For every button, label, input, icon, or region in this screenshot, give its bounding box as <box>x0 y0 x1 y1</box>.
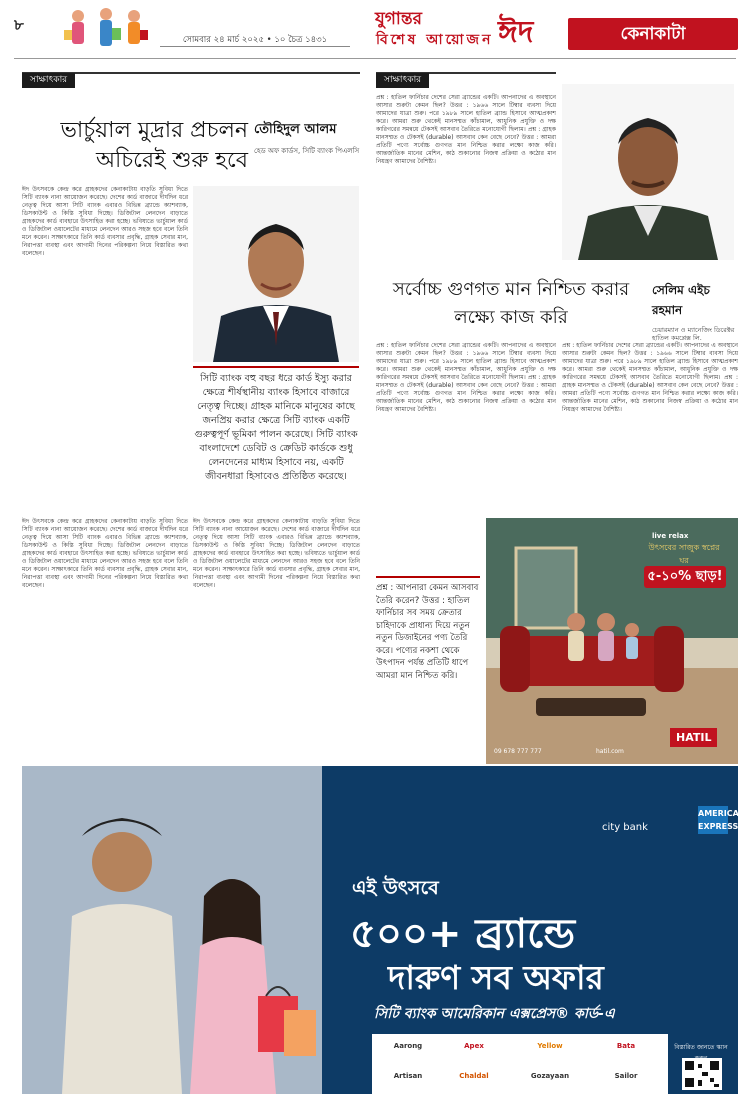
left-pull-quote: সিটি ব্যাংক বহু বছর ধরে কার্ড ইস্যু করার ক্ষেত্রে শীর্ষস্থানীয় ব্যাংক হিসাবে বাজারে নেতৃত্ব দিচ্ছে। গ্রাহক মানিকে মানুষের কাছে জনপ্রিয় করার ক্ষেত্রে সিটি ব্যাংক একটি গুরুত্বপূর্ণ ভূমিকা পালন করেছে। সিটি ব্যাংক বাংলাদেশে ডেবিট ও ক্রেডিট কার্ডকে শুধু লেনদেনের মাধ্যম হিসাবে নয়, একটি জীবনধারা হিসাবেও প্রতিষ্ঠিত করেছে। <box>193 366 359 514</box>
left-byline <box>254 120 362 157</box>
newspaper-logo: যুগান্তর <box>375 9 422 29</box>
citybank-tagline: এই উৎসবে <box>352 877 439 899</box>
right-body-column1: প্রশ্ন : হাতিল ফার্নিচার দেশের সেরা ব্র্যান্ডের একটি। আপনাদের এ অবস্থানে আসার শুরুটা কেমন ছিল? উত্তর : ১৯৬৬ সালে টিম্বার ব্যবসা দিয়ে আমাদের যাত্রা শুরু। পরে ১৯৮৯ সালে হাতিল ব্র্যান্ড হিসাবে আত্মপ্রকাশ করে। আমরা শুরু থেকেই মানসম্মত কাঁচামাল, আধুনিক প্রযুক্তি ও দক্ষ কারিগরের সমন্বয়ে টেকসই আসবাব তৈরিতে মনোযোগী ছিলাম। প্রশ্ন : গ্রাহক মানসম্মত ও টেকসই (durable) আসবাব কেন বেছে নেবে? উত্তর : আমরা প্রতিটি পণ্যে সর্বোচ্চ গুণগত মান নিশ্চিত করার লক্ষ্যে কাজ করি। আন্তর্জাতিক মানের মেশিন, কাঠ শুকানোর নিজস্ব প্রক্রিয়া ও কঠোর মান নিয়ন্ত্রণ আমাদের বৈশিষ্ট্য। <box>376 342 556 413</box>
left-headline: ভার্চুয়াল মুদ্রার প্রচলন অচিরেই শুরু হবে <box>60 118 248 173</box>
eid-title: ঈদ <box>498 15 534 50</box>
citybank-headline-1: ৫০০+ ব্র্যান্ডে <box>350 911 576 957</box>
right-section-label <box>376 72 556 88</box>
right-body-column2: প্রশ্ন : হাতিল ফার্নিচার দেশের সেরা ব্র্যান্ডের একটি। আপনাদের এ অবস্থানে আসার শুরুটা কেমন ছিল? উত্তর : ১৯৬৬ সালে টিম্বার ব্যবসা দিয়ে আমাদের যাত্রা শুরু। পরে ১৯৮৯ সালে হাতিল ব্র্যান্ড হিসাবে আত্মপ্রকাশ করে। আমরা শুরু থেকেই মানসম্মত কাঁচামাল, আধুনিক প্রযুক্তি ও দক্ষ কারিগরের সমন্বয়ে টেকসই আসবাব তৈরিতে মনোযোগী ছিলাম। প্রশ্ন : গ্রাহক মানসম্মত ও টেকসই (durable) আসবাব কেন বেছে নেবে? উত্তর : আমরা প্রতিটি পণ্যে সর্বোচ্চ গুণগত মান নিশ্চিত করার লক্ষ্যে কাজ করি। আন্তর্জাতিক মানের মেশিন, কাঠ শুকানোর নিজস্ব প্রক্রিয়া ও কঠোর মান নিয়ন্ত্রণ আমাদের বৈশিষ্ট্য। <box>562 342 738 413</box>
right-byline <box>652 282 742 342</box>
brand-logo: Bata <box>616 1042 636 1050</box>
partner-brands-strip <box>372 1034 668 1094</box>
left-author-name: তৌহিদুল আলম <box>254 122 337 137</box>
left-body-column1: ঈদ উৎসবকে কেন্দ্র করে গ্রাহকদের কেনাকাটায় বাড়তি সুবিধা দিতে সিটি ব্যাংক নানা আয়োজন করেছে। দেশের কার্ড বাজারে দীর্ঘদিন ধরে নেতৃত্ব দিয়ে আসা সিটি ব্যাংক এবারও বিভিন্ন ব্র্যান্ডে ক্যাশব্যাক, ডিসকাউন্ট ও কিস্তি সুবিধা দিচ্ছে। ডিজিটাল লেনদেন বাড়াতে গ্রাহকদের কার্ড ব্যবহারে উৎসাহিত করা হচ্ছে। ভবিষ্যতে ভার্চুয়াল কার্ড ও ডিজিটাল ওয়ালেটের মাধ্যমে লেনদেন আরও সহজ হবে বলে তিনি মনে করেন। সাক্ষাৎকারে তিনি কার্ড ব্যবসার প্রবৃদ্ধি, গ্রাহক সেবার মান, নিরাপত্তা ব্যবস্থা এবং আগামী দিনের পরিকল্পনা নিয়ে বিস্তারিত কথা বলেছেন। <box>22 186 188 257</box>
qr-code-icon[interactable] <box>682 1058 722 1090</box>
right-headline: সর্বোচ্চ গুণগত মান নিশ্চিত করার লক্ষ্যে কাজ করি <box>392 279 630 328</box>
left-body-column3: ঈদ উৎসবকে কেন্দ্র করে গ্রাহকদের কেনাকাটায় বাড়তি সুবিধা দিতে সিটি ব্যাংক নানা আয়োজন করেছে। দেশের কার্ড বাজারে দীর্ঘদিন ধরে নেতৃত্ব দিয়ে আসা সিটি ব্যাংক এবারও বিভিন্ন ব্র্যান্ডে ক্যাশব্যাক, ডিসকাউন্ট ও কিস্তি সুবিধা দিচ্ছে। ডিজিটাল লেনদেন বাড়াতে গ্রাহকদের কার্ড ব্যবহারে উৎসাহিত করা হচ্ছে। ভবিষ্যতে ভার্চুয়াল কার্ড ও ডিজিটাল ওয়ালেটের মাধ্যমে লেনদেন আরও সহজ হবে বলে তিনি মনে করেন। সাক্ষাৎকারে তিনি কার্ড ব্যবসার প্রবৃদ্ধি, গ্রাহক সেবার মান, নিরাপত্তা ব্যবস্থা এবং আগামী দিনের পরিকল্পনা নিয়ে বিস্তারিত কথা বলেছেন। <box>193 518 360 589</box>
portrait-icon <box>193 186 359 362</box>
left-body-column2: ঈদ উৎসবকে কেন্দ্র করে গ্রাহকদের কেনাকাটায় বাড়তি সুবিধা দিতে সিটি ব্যাংক নানা আয়োজন করেছে। দেশের কার্ড বাজারে দীর্ঘদিন ধরে নেতৃত্ব দিয়ে আসা সিটি ব্যাংক এবারও বিভিন্ন ব্র্যান্ডে ক্যাশব্যাক, ডিসকাউন্ট ও কিস্তি সুবিধা দিচ্ছে। ডিজিটাল লেনদেন বাড়াতে গ্রাহকদের কার্ড ব্যবহারে উৎসাহিত করা হচ্ছে। ভবিষ্যতে ভার্চুয়াল কার্ড ও ডিজিটাল ওয়ালেটের মাধ্যমে লেনদেন আরও সহজ হবে বলে তিনি মনে করেন। সাক্ষাৎকারে তিনি কার্ড ব্যবসার প্রবৃদ্ধি, গ্রাহক সেবার মান, নিরাপত্তা ব্যবস্থা এবং আগামী দিনের পরিকল্পনা নিয়ে বিস্তারিত কথা বলেছেন। <box>22 518 188 589</box>
shoppers-illustration-icon <box>60 4 152 56</box>
citybank-headline-2: দারুণ সব অফার <box>388 958 604 997</box>
hatil-ad[interactable] <box>486 518 738 764</box>
section-label-text: সাক্ষাৎকার <box>376 73 429 88</box>
kenakata-banner: কেনাকাটা <box>568 18 738 50</box>
hatil-tagline: উৎসবের সাজুক স্বপ্নের ঘর <box>648 543 720 565</box>
header-rule <box>14 58 736 59</box>
left-section-label <box>22 72 360 88</box>
citybank-logo: city bank <box>602 822 648 833</box>
left-author-photo <box>193 186 359 362</box>
left-author-role: হেড অফ কার্ডস, সিটি ব্যাংক পিএলসি <box>254 147 360 155</box>
right-author-role: চেয়ারম্যান ও ম্যানেজিং ডিরেক্টর হাতিল কমপ্লেক্স লি. <box>652 326 735 342</box>
hatil-live-relax-logo: live relax <box>652 532 689 540</box>
page-header <box>0 0 746 62</box>
portrait-icon <box>562 84 734 260</box>
brand-logo: Aarong <box>393 1042 423 1050</box>
amex-logo: AMERICAN EXPRESS <box>698 806 728 834</box>
right-body-intro: প্রশ্ন : হাতিল ফার্নিচার দেশের সেরা ব্র্যান্ডের একটি। আপনাদের এ অবস্থানে আসার শুরুটা কেমন ছিল? উত্তর : ১৯৬৬ সালে টিম্বার ব্যবসা দিয়ে আমাদের যাত্রা শুরু। পরে ১৯৮৯ সালে হাতিল ব্র্যান্ড হিসাবে আত্মপ্রকাশ করে। আমরা শুরু থেকেই মানসম্মত কাঁচামাল, আধুনিক প্রযুক্তি ও দক্ষ কারিগরের সমন্বয়ে টেকসই আসবাব তৈরিতে মনোযোগী ছিলাম। প্রশ্ন : গ্রাহক মানসম্মত ও টেকসই (durable) আসবাব কেন বেছে নেবে? উত্তর : আমরা প্রতিটি পণ্যে সর্বোচ্চ গুণগত মান নিশ্চিত করার লক্ষ্যে কাজ করি। আন্তর্জাতিক মানের মেশিন, কাঠ শুকানোর নিজস্ব প্রক্রিয়া ও কঠোর মান নিয়ন্ত্রণ আমাদের বৈশিষ্ট্য। <box>376 94 556 165</box>
dateline-rule <box>160 46 350 47</box>
brand-logo: Yellow <box>537 1042 563 1050</box>
brand-logo: Sailor <box>614 1072 638 1080</box>
special-edition-label: বিশেষ আয়োজন <box>376 32 494 48</box>
citybank-subline: সিটি ব্যাংক আমেরিকান এক্সপ্রেস® কার্ড-এ <box>374 1006 615 1022</box>
right-qa-block: প্রশ্ন : আপনারা কেমন আসবাব তৈরি করেন? উত্তর : হাতিল ফার্নিচার সব সময় ক্রেতার চাহিদাকে প্রাধান্য দিয়ে নতুন নতুন ডিজাইনের পণ্য তৈরি করে। পণ্যের নকশা থেকে উৎপাদন পর্যন্ত প্রতিটি ধাপে আমরা মান নিশ্চিত করি। <box>376 576 480 750</box>
qr-label: বিস্তারিত জানতে স্ক্যান <box>674 1044 728 1051</box>
hatil-brand-logo: HATIL <box>670 728 717 747</box>
section-label-text: সাক্ষাৎকার <box>22 73 75 88</box>
right-author-photo <box>562 84 734 260</box>
qr-pattern-icon <box>682 1058 722 1090</box>
brand-logo: Apex <box>464 1042 484 1050</box>
citybank-amex-ad[interactable] <box>22 766 746 1094</box>
hatil-website: hatil.com <box>596 748 624 755</box>
right-author-name: সেলিম এইচ রহমান <box>652 283 710 317</box>
hatil-phone: 09 678 777 777 <box>494 748 542 755</box>
brand-logo: Artisan <box>393 1072 423 1080</box>
dateline: সোমবার ২৪ মার্চ ২০২৫ • ১০ চৈত্র ১৪৩১ <box>182 35 328 45</box>
brand-logo: Chaldal <box>459 1072 489 1080</box>
brand-logo: Gozayaan <box>530 1072 570 1080</box>
page-number: ৮ <box>14 16 24 34</box>
hatil-discount-badge: ৫-১০% ছাড়! <box>644 566 726 588</box>
